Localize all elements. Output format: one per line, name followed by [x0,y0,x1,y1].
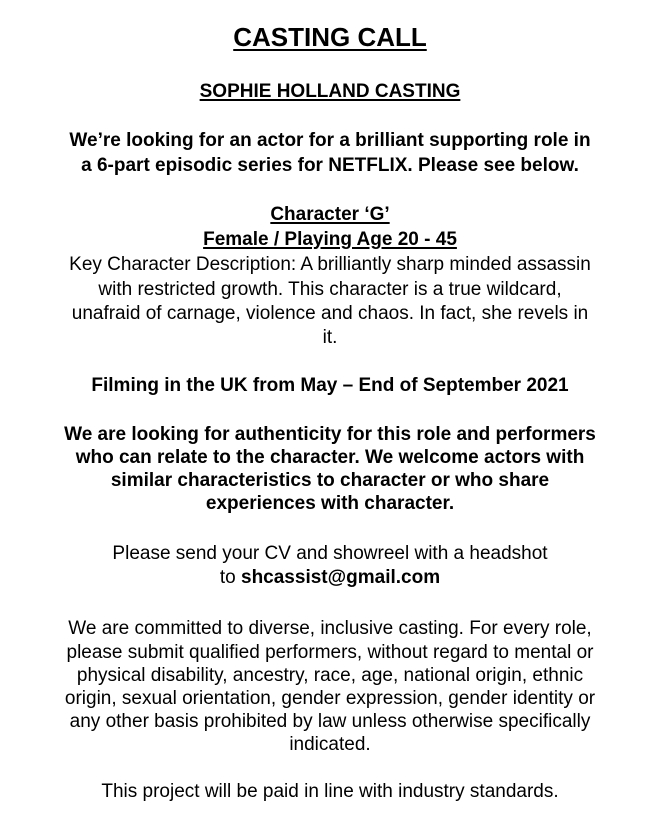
filming-dates: Filming in the UK from May – End of September 2021 [91,375,569,396]
diversity-line: physical disability, ancestry, race, age, national origin, ethnic [76,665,584,686]
page-title: CASTING CALL [233,22,427,52]
character-name: Character ‘G’ [270,204,390,225]
intro-line: a 6-part episodic series for NETFLIX. Please see below. [81,155,579,176]
diversity-line: please submit qualified performers, without regard to mental or [66,642,594,663]
character-description-line: unafraid of carnage, violence and chaos. In fact, she revels in [71,303,589,324]
character-description-line: Key Character Description: A brilliantly sharp minded assassin [69,254,591,275]
character-description-line: it. [322,327,338,348]
apply-email-line [0,566,660,589]
agency-name: SOPHIE HOLLAND CASTING [199,81,461,102]
diversity-line: indicated. [289,734,371,755]
character-description-line: with restricted growth. This character is a true wildcard, [98,279,562,300]
apply-instructions: Please send your CV and showreel with a headshot [112,543,548,564]
authenticity-line: who can relate to the character. We welcome actors with [75,447,585,468]
character-details: Female / Playing Age 20 - 45 [203,229,457,250]
authenticity-line: experiences with character. [205,493,455,514]
payment-note: This project will be paid in line with industry standards. [101,781,559,802]
authenticity-line: We are looking for authenticity for this role and performers [64,424,596,445]
authenticity-line: similar characteristics to character or who share [110,470,550,491]
diversity-line: origin, sexual orientation, gender expression, gender identity or [64,688,596,709]
diversity-line: any other basis prohibited by law unless otherwise specifically [69,711,591,732]
email-address: shcassist@gmail.com [241,567,441,588]
diversity-line: We are committed to diverse, inclusive casting. For every role, [68,618,592,639]
intro-line: We’re looking for an actor for a brilliant supporting role in [69,130,591,151]
apply-email-prefix: to [219,567,241,588]
